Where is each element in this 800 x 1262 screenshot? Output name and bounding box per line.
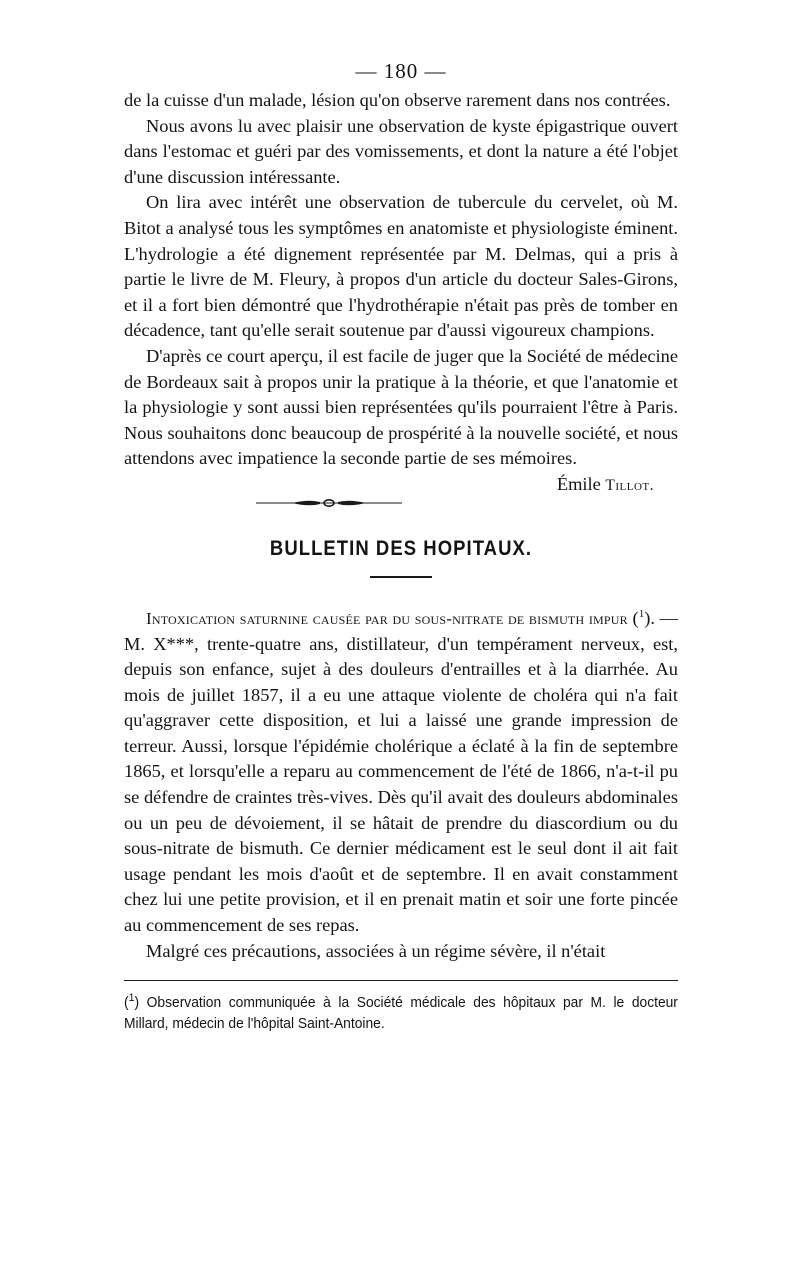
section-title: BULLETIN DES HOPITAUX.: [269, 536, 533, 560]
section-ornament: [124, 486, 535, 520]
footnote-ref: 1: [638, 607, 645, 620]
footnote-separator: [124, 980, 678, 981]
article-title: Intoxication saturnine causée par du sous-nitrate de bismuth impur: [146, 608, 628, 628]
article-paragraph-2: Malgré ces précautions, associées à un régime sévère, il n'était: [146, 940, 606, 961]
footnote-text: Observation communiquée à la Société médicale des hôpitaux par M. le docteur Millard, médecin de l'hôpital Saint-Antoine.: [124, 995, 678, 1033]
article-body: M. X***, trente-quatre ans, distillateur, d'un tempérament nerveux, est, depuis son enfance, sujet à des douleurs d'entrailles et à la diarrhée. Au mois de juillet 1857, il a eu une attaque violente de choléra qui n'a fait qu'aggraver cette disposition, et lui a laissé une grande impression de terreur. Aussi, lorsque l'épidémie cholérique a éclaté à la fin de septembre 1865, et lorsqu'elle a reparu au commencement de l'été de 1866, n'a-t-il pu se défendre de craintes très-vives. Dès qu'il avait des douleurs abdominales ou un peu de dévoiement, il se hâtait de prendre du diascordium ou du sous-nitrate de bismuth. Ce dernier médicament est le seul dont il ait fait usage pendant les mois d'août et de septembre. Il en avait constamment chez lui une petite provision, et il en prenait matin et soir une forte pincée au commencement de ses repas.: [124, 633, 678, 936]
article: [124, 606, 678, 964]
paragraph-3: On lira avec intérêt une observation de tubercule du cervelet, où M. Bitot a analysé tous les symptômes en anatomiste et physiologiste éminent. L'hydrologie a été dignement représentée par M. Delmas, qui a pris à partie le livre de M. Fleury, à propos d'un article du docteur Sales-Girons, et il a fort bien démontré que l'hydrothérapie n'était pas près de tomber en décadence, tant qu'elle serait soutenue par d'aussi vigoureux champions.: [124, 192, 678, 341]
paragraph-1: de la cuisse d'un malade, lésion qu'on observe rarement dans nos contrées.: [124, 90, 671, 110]
paragraph-4: [124, 344, 678, 494]
paragraph-2: Nous avons lu avec plaisir une observation de kyste épigastrique ouvert dans l'estomac et guéri par des vomissements, et dont la nature a été l'objet d'une discussion intéressante.: [124, 115, 678, 187]
paragraph-4-text: D'après ce court aperçu, il est facile de juger que la Société de médecine de Bordeaux sait à propos unir la pratique à la théorie, et que l'anatomie et la physiologie y sont aussi bien représentées qu'ils pourraient l'être à Paris. Nous souhaitons donc beaucoup de prospérité à la nouvelle société, et nous attendons avec impatience la seconde partie de ses mémoires.: [124, 345, 678, 469]
page-number: — 180 —: [355, 59, 447, 83]
ornament-divider-icon: [254, 486, 404, 520]
signature-last-name: Tillot.: [605, 476, 654, 494]
signature-first-name: Émile: [556, 473, 601, 494]
title-underline: [370, 576, 432, 578]
article-paragraph-1: Intoxication saturnine causée par du sous-nitrate de bismuth impur ($^1$). — M. X***, trente-quatre ans, distillateur, d'un tempérament nerveux, est, depuis son enfance, sujet à des douleurs d'entrailles et à la diarrhée. Au mois de juillet 1857, il a eu une attaque violente de choléra qui n'a fait qu'aggraver cette disposition, et lui a laissé une grande impression de terreur. Aussi, lorsque l'épidémie cholérique a éclaté à la fin de septembre 1865, et lorsqu'elle a reparu au commencement de l'été de 1866, n'a-t-il pu se défendre de craintes très-vives. Dès qu'il avait des douleurs abdominales ou un peu de dévoiement, il se hâtait de prendre du diascordium ou du sous-nitrate de bismuth. Ce dernier médicament est le seul dont il ait fait usage pendant les mois d'août et de septembre. Il en avait constamment chez lui une petite provision, et il en prenait matin et soir une forte pincée au commencement de ses repas.: [124, 607, 678, 936]
footnote: ($^1$) Observation communiquée à la Société médicale des hôpitaux par M. le docteur Millard, médecin de l'hôpital Saint-Antoine.: [124, 992, 678, 1033]
author-signature: [535, 472, 678, 499]
footnote-marker: 1: [128, 992, 135, 1005]
book-page: [124, 56, 678, 1035]
article-title-end: . —: [650, 607, 678, 628]
